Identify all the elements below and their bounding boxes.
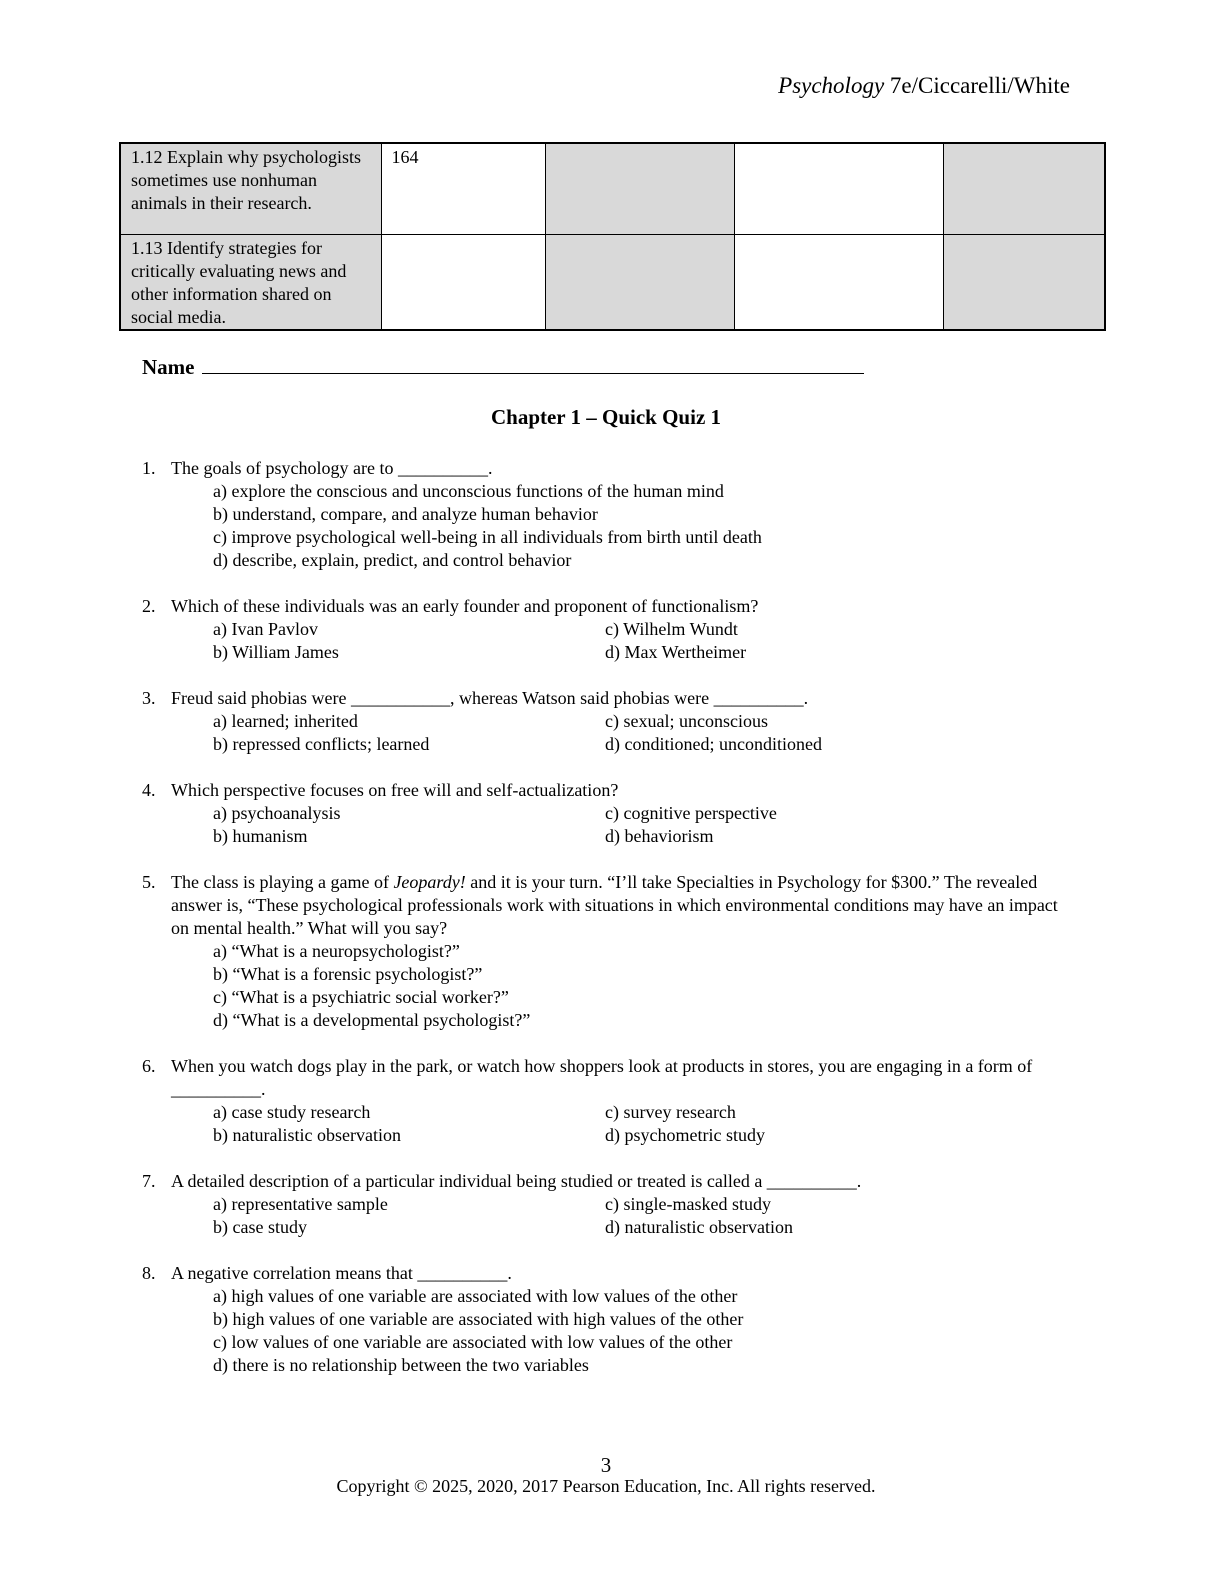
answer-option: a) representative sample [213, 1194, 388, 1214]
question-3 [142, 687, 1072, 756]
quiz-title: Chapter 1 – Quick Quiz 1 [490, 405, 722, 429]
empty-cell [943, 143, 1105, 235]
question-number: 1. [142, 458, 156, 478]
empty-cell [734, 235, 943, 331]
answer-option: d) describe, explain, predict, and control behavior [213, 550, 572, 570]
answer-option: c) sexual; unconscious [605, 711, 768, 731]
objectives-table [119, 142, 1106, 331]
answer-option: d) “What is a developmental psychologist?” [213, 1010, 531, 1030]
answer-option: d) behaviorism [605, 826, 714, 846]
question-7 [142, 1170, 1072, 1239]
question-6 [142, 1055, 1072, 1147]
question-1 [142, 457, 1072, 572]
name-field [142, 355, 864, 379]
answer-option: b) humanism [213, 826, 308, 846]
answer-option: d) conditioned; unconditioned [605, 734, 822, 754]
question-5 [142, 871, 1072, 1032]
objective-cell: 1.12 Explain why psychologists sometimes use nonhuman animals in their research. [120, 143, 381, 235]
question-number: 4. [142, 780, 156, 800]
answer-option: c) “What is a psychiatric social worker?” [213, 987, 509, 1007]
name-label: Name [142, 355, 195, 379]
empty-cell [943, 235, 1105, 331]
answer-option: a) explore the conscious and unconscious functions of the human mind [213, 481, 724, 501]
question-stem: Freud said phobias were ___________, whereas Watson said phobias were __________. [171, 688, 809, 708]
answer-option: d) naturalistic observation [605, 1217, 793, 1237]
page-cell [381, 235, 545, 331]
answer-option: c) survey research [605, 1102, 736, 1122]
edition-authors: 7e/Ciccarelli/White [884, 73, 1070, 98]
answer-option: a) Ivan Pavlov [213, 619, 318, 639]
question-8 [142, 1262, 1072, 1377]
book-title: Psychology [778, 73, 885, 98]
table-row [120, 143, 1105, 235]
empty-cell [734, 143, 943, 235]
page-cell: 164 [381, 143, 545, 235]
running-header [778, 72, 1070, 100]
answer-option: d) there is no relationship between the two variables [213, 1355, 589, 1375]
answer-option: b) case study [213, 1217, 307, 1237]
question-stem: A detailed description of a particular individual being studied or treated is called a __________. [171, 1171, 862, 1191]
question-number: 3. [142, 688, 156, 708]
copyright-notice: Copyright © 2025, 2020, 2017 Pearson Education, Inc. All rights reserved. [336, 1476, 876, 1496]
answer-option: a) learned; inherited [213, 711, 358, 731]
empty-cell [545, 143, 734, 235]
question-stem: The goals of psychology are to __________. [171, 458, 493, 478]
answer-option: a) high values of one variable are associated with low values of the other [213, 1286, 738, 1306]
answer-option: d) Max Wertheimer [605, 642, 747, 662]
stem-part: and it is your turn. “I’ll take Specialties in Psychology for $300.” The revealed answer is, “These psychological professionals work with situations in which environmental conditions may have an impact on mental health.” What will you say? [171, 872, 1058, 938]
answer-option: d) psychometric study [605, 1125, 765, 1145]
question-stem [171, 871, 1072, 940]
question-stem: Which of these individuals was an early founder and proponent of functionalism? [171, 596, 759, 616]
answer-option: c) low values of one variable are associated with low values of the other [213, 1332, 733, 1352]
answer-option: a) psychoanalysis [213, 803, 341, 823]
table-row [120, 235, 1105, 331]
answer-option: c) cognitive perspective [605, 803, 777, 823]
question-stem: Which perspective focuses on free will and self-actualization? [171, 780, 619, 800]
question-2 [142, 595, 1072, 664]
answer-option: b) repressed conflicts; learned [213, 734, 430, 754]
answer-option: c) single-masked study [605, 1194, 771, 1214]
game-title: Jeopardy! [393, 872, 466, 892]
question-number: 7. [142, 1171, 156, 1191]
stem-part: The class is playing a game of [171, 872, 394, 892]
answer-option: a) “What is a neuropsychologist?” [213, 941, 460, 961]
answer-option: c) improve psychological well-being in all individuals from birth until death [213, 527, 762, 547]
answer-option: a) case study research [213, 1102, 371, 1122]
question-4 [142, 779, 1072, 848]
answer-option: b) high values of one variable are associated with high values of the other [213, 1309, 744, 1329]
objective-cell: 1.13 Identify strategies for critically evaluating news and other information shared on social media. [120, 235, 381, 331]
question-stem: A negative correlation means that __________. [171, 1263, 512, 1283]
page-number: 3 [600, 1453, 612, 1477]
answer-option: c) Wilhelm Wundt [605, 619, 738, 639]
answer-option: b) understand, compare, and analyze human behavior [213, 504, 598, 524]
answer-option: b) “What is a forensic psychologist?” [213, 964, 483, 984]
question-number: 2. [142, 596, 156, 616]
answer-option: b) naturalistic observation [213, 1125, 401, 1145]
question-number: 6. [142, 1056, 156, 1076]
answer-option: b) William James [213, 642, 339, 662]
name-blank [202, 355, 864, 374]
question-stem: When you watch dogs play in the park, or watch how shoppers look at products in stores, you are engaging in a form of __________. [171, 1056, 1033, 1099]
question-number: 8. [142, 1263, 156, 1283]
question-number: 5. [142, 872, 156, 892]
question-list [142, 457, 1072, 1400]
empty-cell [545, 235, 734, 331]
